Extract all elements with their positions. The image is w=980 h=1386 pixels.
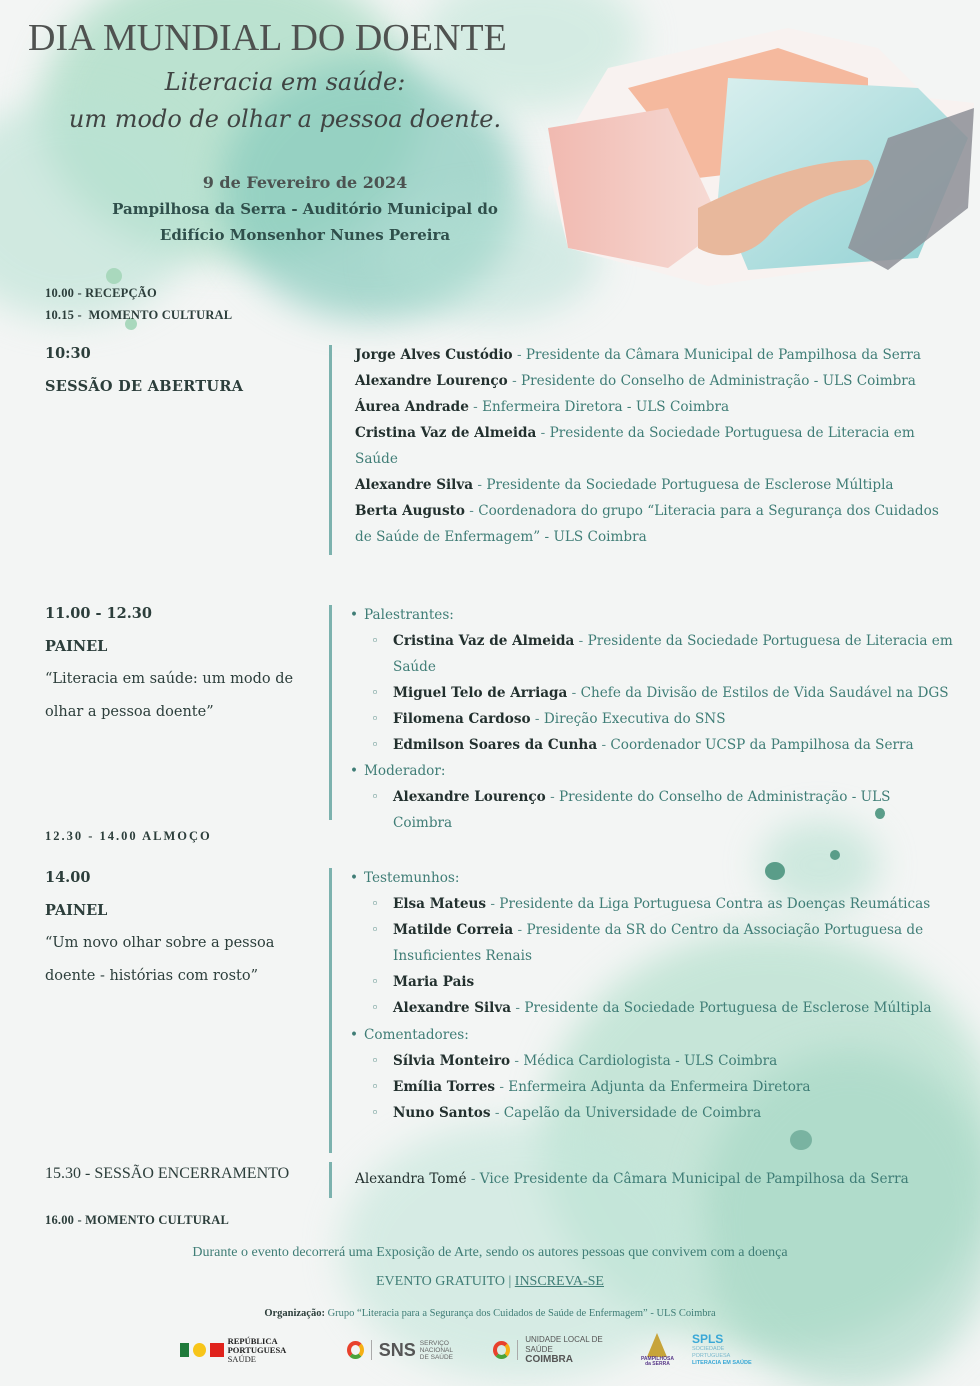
schedule-lunch: 12.30 - 14.00 ALMOÇO xyxy=(45,829,212,843)
panel-1-title-line-2: olhar a pessoa doente” xyxy=(45,703,214,720)
divider-opening xyxy=(329,345,332,555)
exhibition-note: Durante o evento decorrerá uma Exposição de Arte, sendo os autores pessoas que convivem com a doença xyxy=(192,1245,788,1260)
participant-item: ◦ Emília Torres - Enfermeira Adjunta da Enfermeira Diretora xyxy=(348,1074,953,1100)
speaker-item: Alexandre Lourenço - Presidente do Conselho de Administração - ULS Coimbra xyxy=(355,373,916,389)
uls-coimbra-logo: UNIDADE LOCAL DE SAÚDE COIMBRA xyxy=(493,1335,625,1365)
schedule-cultural-2: 16.00 - MOMENTO CULTURAL xyxy=(45,1213,229,1227)
speaker-item: Áurea Andrade - Enfermeira Diretora - ULS Coimbra xyxy=(355,399,730,415)
organization-line xyxy=(0,1308,980,1319)
group-label: • Moderador: xyxy=(348,758,953,784)
participant-item: ◦ Nuno Santos - Capelão da Universidade de Coimbra xyxy=(348,1100,953,1126)
panel-2 xyxy=(45,862,320,992)
panel-1-time: 11.00 - 12.30 xyxy=(45,605,152,622)
speaker-item: Berta Augusto - Coordenadora do grupo “Literacia para a Segurança dos Cuidados de Saúde de Enfermagem” - ULS Coimbra xyxy=(355,503,939,545)
page-title: DIA MUNDIAL DO DOENTE xyxy=(28,17,507,59)
subtitle xyxy=(40,64,530,138)
panel-2-label: PAINEL xyxy=(45,901,108,919)
group-label: • Comentadores: xyxy=(348,1022,953,1048)
panel-2-title-line-2: doente - histórias com rosto” xyxy=(45,967,258,984)
goat-emblem-icon xyxy=(647,1333,667,1357)
panel-2-time: 14.00 xyxy=(45,869,91,886)
divider-panel-2 xyxy=(329,868,332,1153)
divider-panel-1 xyxy=(329,605,332,820)
logo-bar xyxy=(180,1328,760,1372)
event-info xyxy=(60,170,550,248)
subtitle-line-2: um modo de olhar a pessoa doente. xyxy=(68,105,502,133)
speaker-item: Cristina Vaz de Almeida - Presidente da Sociedade Portuguesa de Literacia em Saúde xyxy=(355,425,915,467)
opening-speakers xyxy=(355,342,955,550)
panel-2-title-line-1: “Um novo olhar sobre a pessoa xyxy=(45,935,275,951)
subtitle-line-1: Literacia em saúde: xyxy=(164,68,406,96)
uls-emblem-icon xyxy=(493,1341,510,1359)
closing-speaker: Alexandra Tomé - Vice Presidente da Câmara Municipal de Pampilhosa da Serra xyxy=(355,1171,909,1187)
participant-item: ◦ Filomena Cardoso - Direção Executiva do SNS xyxy=(348,706,953,732)
closing-title: 15.30 - SESSÃO ENCERRAMENTO xyxy=(45,1165,290,1182)
schedule-cultural-1: 10.15 - MOMENTO CULTURAL xyxy=(45,308,233,322)
panel-2-participants xyxy=(348,865,953,1126)
panel-1-participants xyxy=(348,602,953,836)
participant-item: ◦ Matilde Correia - Presidente da SR do Centro da Associação Portuguesa de Insuficientes Renais xyxy=(348,917,953,969)
speaker-item: Jorge Alves Custódio - Presidente da Câmara Municipal de Pampilhosa da Serra xyxy=(355,347,921,363)
opening-title: SESSÃO DE ABERTURA xyxy=(45,377,244,395)
participant-item: ◦ Alexandre Silva - Presidente da Sociedade Portuguesa de Esclerose Múltipla xyxy=(348,995,953,1021)
participant-item: ◦ Maria Pais xyxy=(348,969,953,995)
schedule-reception: 10.00 - RECEPÇÃO xyxy=(45,286,157,300)
group-label: • Palestrantes: xyxy=(348,602,953,628)
participant-item: ◦ Miguel Telo de Arriaga - Chefe da Divisão de Estilos de Vida Saudável na DGS xyxy=(348,680,953,706)
organization-label: Organização: xyxy=(264,1308,325,1319)
divider-closing xyxy=(329,1162,332,1198)
participant-item: ◦ Alexandre Lourenço - Presidente do Conselho de Administração - ULS Coimbra xyxy=(348,784,903,836)
participant-item: ◦ Elsa Mateus - Presidente da Liga Portuguesa Contra as Doenças Reumáticas xyxy=(348,891,953,917)
participant-item: ◦ Sílvia Monteiro - Médica Cardiologista - ULS Coimbra xyxy=(348,1048,953,1074)
opening-session xyxy=(45,338,315,403)
panel-1-title-line-1: “Literacia em saúde: um modo de xyxy=(45,671,294,687)
free-event-line xyxy=(0,1274,980,1290)
event-venue-line-2: Edifício Monsenhor Nunes Pereira xyxy=(159,226,451,244)
opening-time: 10:30 xyxy=(45,345,91,362)
participant-item: ◦ Edmilson Soares da Cunha - Coordenador UCSP da Pampilhosa da Serra xyxy=(348,732,953,758)
event-venue-line-1: Pampilhosa da Serra - Auditório Municipal do xyxy=(112,200,498,218)
event-date: 9 de Fevereiro de 2024 xyxy=(202,173,408,192)
sns-logo: SNS SERVIÇO NACIONAL DE SAÚDE xyxy=(347,1340,477,1361)
spls-logo: SPLS SOCIEDADE PORTUGUESA LITERACIA EM SAÚDE xyxy=(691,1332,752,1366)
panel-1 xyxy=(45,598,320,728)
signup-link[interactable]: INSCREVA-SE xyxy=(514,1274,604,1289)
panel-1-label: PAINEL xyxy=(45,637,108,655)
free-event-label: EVENTO GRATUITO | xyxy=(376,1274,512,1289)
pampilhosa-serra-logo: PAMPILHOSA da SERRA xyxy=(641,1333,674,1367)
participant-item: ◦ Cristina Vaz de Almeida - Presidente da Sociedade Portuguesa de Literacia em Saúde xyxy=(348,628,953,680)
organization-text: Grupo “Literacia para a Segurança dos Cuidados de Saúde de Enfermagem” - ULS Coimbra xyxy=(327,1308,716,1319)
patient-care-photo xyxy=(548,8,974,288)
sns-emblem-icon xyxy=(347,1341,364,1359)
speaker-item: Alexandre Silva - Presidente da Sociedade Portuguesa de Esclerose Múltipla xyxy=(355,477,894,493)
group-label: • Testemunhos: xyxy=(348,865,953,891)
republica-portuguesa-logo: REPÚBLICA PORTUGUESA SAÚDE xyxy=(180,1337,331,1364)
